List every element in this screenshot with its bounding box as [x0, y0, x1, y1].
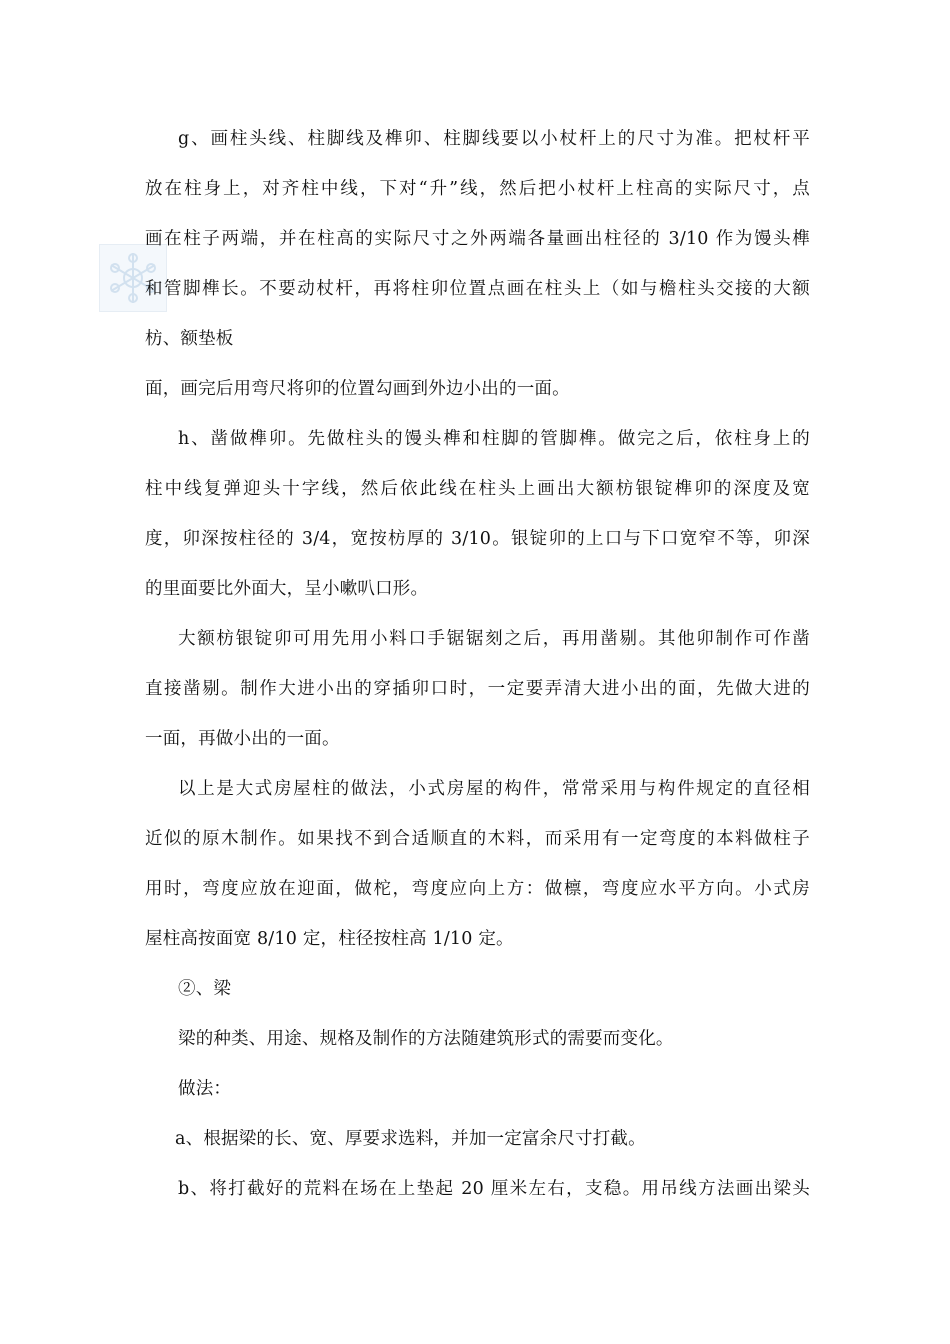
paragraph-line: 面，画完后用弯尺将卯的位置勾画到外边小出的一面。 — [145, 379, 570, 399]
paragraph-line: 一面，再做小出的一面。 — [145, 729, 340, 749]
paragraph-line: 和管脚榫长。不要动杖杆，再将柱卯位置点画在柱头上（如与檐柱头交接的大额 — [145, 279, 810, 299]
paragraph-line: h、凿做榫卯。先做柱头的馒头榫和柱脚的管脚榫。做完之后，依柱身上的 — [178, 429, 810, 449]
paragraph-line: 做法： — [178, 1079, 232, 1099]
paragraph-line: 直接凿剔。制作大进小出的穿插卯口时，一定要弄清大进小出的面，先做大进的 — [145, 679, 810, 699]
paragraph-line: 梁的种类、用途、规格及制作的方法随建筑形式的需要而变化。 — [178, 1029, 674, 1049]
paragraph-line: 大额枋银锭卯可用先用小料口手锯锯刻之后，再用凿剔。其他卯制作可作凿 — [178, 629, 810, 649]
paragraph-line: 枋、额垫板 — [145, 329, 234, 349]
paragraph-line: 用时，弯度应放在迎面，做柁，弯度应向上方：做檩，弯度应水平方向。小式房 — [145, 879, 810, 899]
paragraph-line: 近似的原木制作。如果找不到合适顺直的木料，而采用有一定弯度的本料做柱子 — [145, 829, 810, 849]
paragraph-line: 柱中线复弹迎头十字线，然后依此线在柱头上画出大额枋银锭榫卯的深度及宽 — [145, 479, 810, 499]
paragraph-line: 度，卯深按柱径的 3/4，宽按枋厚的 3/10。银锭卯的上口与下口宽窄不等，卯深 — [145, 529, 810, 549]
paragraph-line: 的里面要比外面大，呈小嗽叭口形。 — [145, 579, 429, 599]
paragraph-line: a、根据梁的长、宽、厚要求选料，并加一定富余尺寸打截。 — [175, 1129, 646, 1149]
paragraph-line: 放在柱身上，对齐柱中线，下对“升”线，然后把小杖杆上柱高的实际尺寸，点 — [145, 179, 810, 199]
paragraph-line: 以上是大式房屋柱的做法，小式房屋的构件，常常采用与构件规定的直径相 — [178, 779, 810, 799]
paragraph-line: b、将打截好的荒料在场在上垫起 20 厘米左右，支稳。用吊线方法画出梁头 — [178, 1179, 810, 1199]
paragraph-line: 画在柱子两端，并在柱高的实际尺寸之外两端各量画出柱径的 3/10 作为馒头榫 — [145, 229, 810, 249]
paragraph-line: g、画柱头线、柱脚线及榫卯、柱脚线要以小杖杆上的尺寸为准。把杖杆平 — [178, 129, 810, 149]
section-heading: ②、梁 — [178, 979, 232, 999]
paragraph-line: 屋柱高按面宽 8/10 定，柱径按柱高 1/10 定。 — [145, 929, 514, 949]
